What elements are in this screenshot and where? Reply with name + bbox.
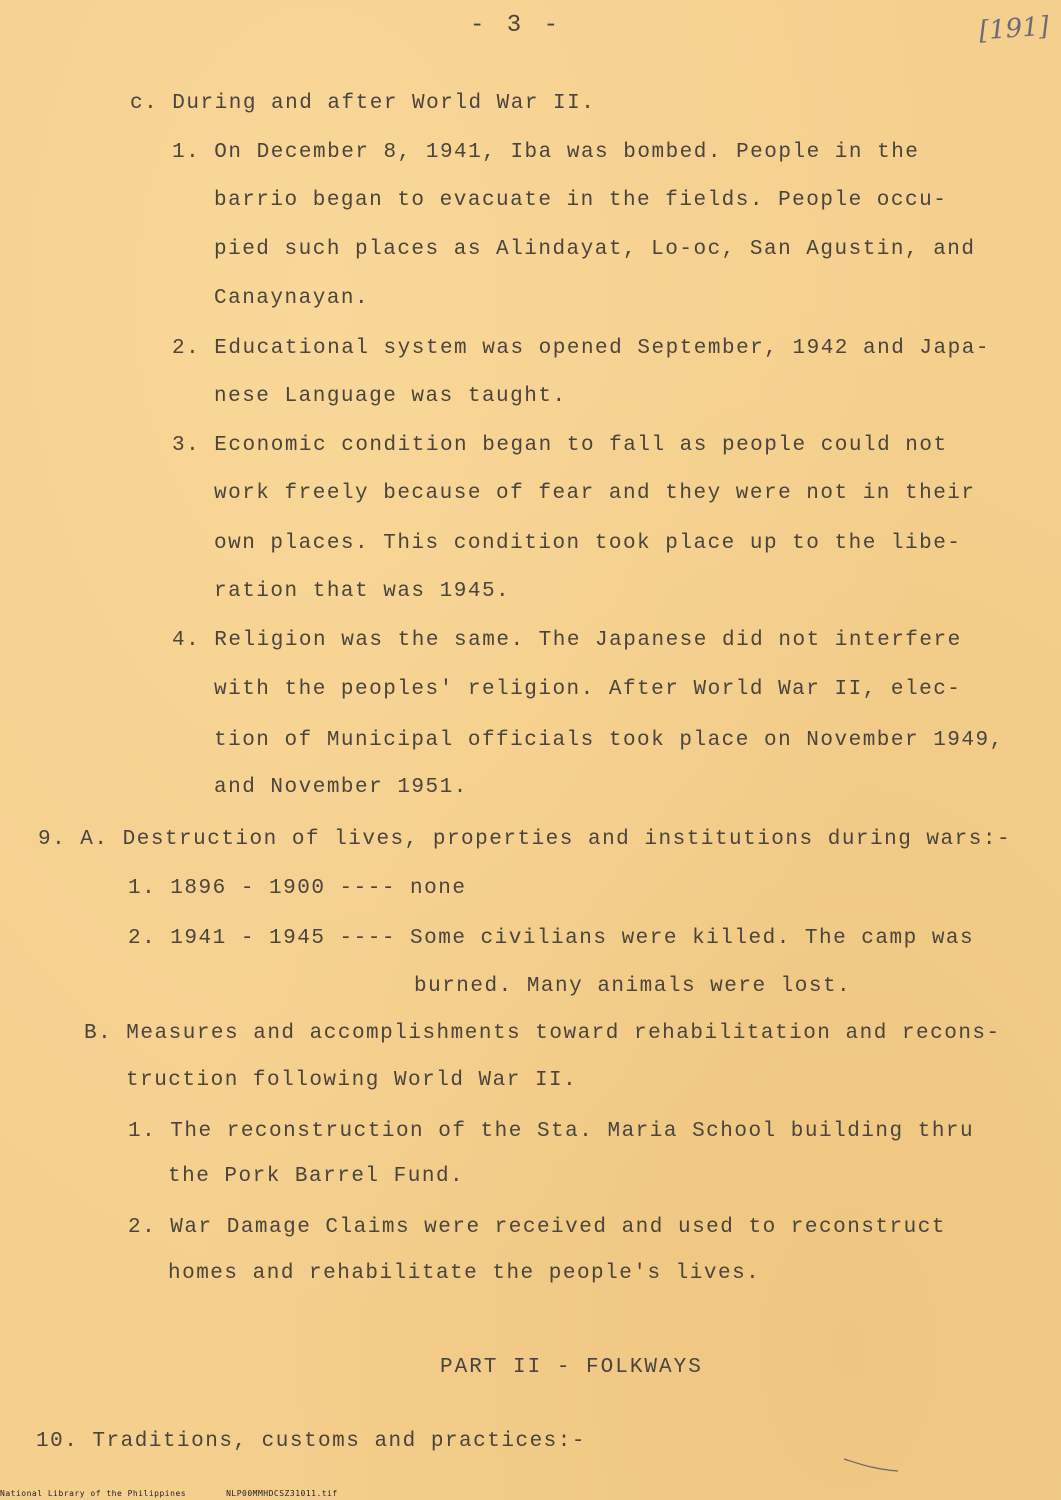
footer-filename: NLP00MMHDCSZ31011.tif	[226, 1489, 338, 1498]
item-c4-line-3: tion of Municipal officials took place on November 1949,	[214, 729, 1004, 752]
item-c1-line-1: 1. On December 8, 1941, Iba was bombed. People in the	[172, 141, 920, 164]
item-c3-line-1: 3. Economic condition began to fall as people could not	[172, 434, 948, 457]
scan-footer	[0, 1489, 378, 1498]
item-9b2-line-1: 2. War Damage Claims were received and used to reconstruct	[128, 1216, 946, 1239]
item-c3-line-2: work freely because of fear and they were not in their	[214, 482, 976, 505]
item-c4-line-2: with the peoples' religion. After World War II, elec-	[214, 678, 962, 701]
page-number: - 3 -	[470, 12, 563, 39]
item-c1-line-3: pied such places as Alindayat, Lo-oc, San Agustin, and	[214, 238, 976, 261]
item-c3-line-4: ration that was 1945.	[214, 580, 511, 603]
section-c-heading: c. During and after World War II.	[130, 92, 596, 115]
page-reference-annotation: [191]	[978, 11, 1050, 47]
part-two-title: PART II - FOLKWAYS	[440, 1356, 703, 1379]
item-c3-line-3: own places. This condition took place up to the libe-	[214, 532, 962, 555]
item-c4-line-4: and November 1951.	[214, 776, 468, 799]
item-9a2-line-2: burned. Many animals were lost.	[414, 975, 852, 998]
item-c1-line-4: Canaynayan.	[214, 287, 370, 310]
item-9a2-line-1: 2. 1941 - 1945 ---- Some civilians were killed. The camp was	[128, 927, 975, 950]
item-9a1: 1. 1896 - 1900 ---- none	[128, 877, 467, 900]
section-9b-heading-line-2: truction following World War II.	[126, 1069, 578, 1092]
item-9b2-line-2: homes and rehabilitate the people's lives.	[168, 1262, 761, 1285]
section-9a-heading: 9. A. Destruction of lives, properties and institutions during wars:-	[38, 828, 1012, 851]
item-9b1-line-1: 1. The reconstruction of the Sta. Maria School building thru	[128, 1120, 975, 1143]
item-c4-line-1: 4. Religion was the same. The Japanese did not interfere	[172, 629, 962, 652]
item-c2-line-2: nese Language was taught.	[214, 385, 567, 408]
footer-library: National Library of the Philippines	[0, 1489, 187, 1498]
section-9b-heading-line-1: B. Measures and accomplishments toward rehabilitation and recons-	[84, 1022, 1001, 1045]
item-c2-line-1: 2. Educational system was opened September, 1942 and Japa-	[172, 337, 990, 360]
item-c1-line-2: barrio began to evacuate in the fields. People occu-	[214, 189, 948, 212]
pen-mark	[842, 1455, 902, 1475]
item-9b1-line-2: the Pork Barrel Fund.	[168, 1165, 465, 1188]
item-10-heading: 10. Traditions, customs and practices:-	[36, 1430, 586, 1453]
